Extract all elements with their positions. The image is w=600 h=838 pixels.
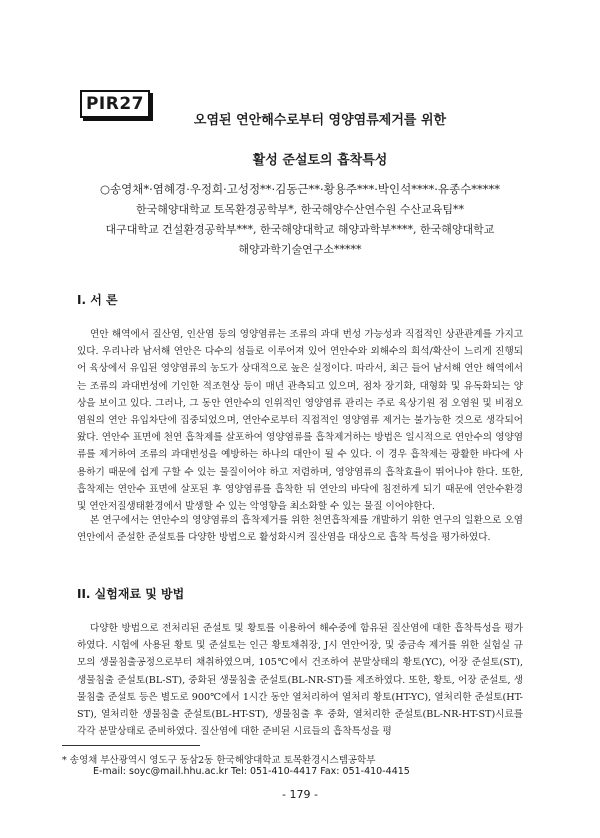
affiliation-line-3: 해양과학기술연구소*****: [238, 243, 362, 256]
introduction-paragraph-1: 연안 해역에서 질산염, 인산염 등의 영양염류는 조류의 과대 번성 가능성과 직접적인 상관관계를 가지고 있다. 우리나라 남서해 연안은 다수의 섬들로 이루어져 있어 연안수와 외해수의 희석/확산이 느리게 진행되어 육상에서 유입된 영양염류의 농도가 상대적으로 높은 실정이다. 따라서, 최근 들어 남서해 연안 해역에서는 조류의 과대번성에 기인한 적조현상 등이 매년 관측되고 있으며, 점차 장기화, 대형화 및 유독화되는 양상을 보이고 있다. 그러나, 그 동안 연안수의 인위적인 영양염류 관리는 주로 육상기원 점 오염원 및 비점오염원의 연안 유입차단에 집중되었으며, 연안수로부터 직접적인 영양염류 제거는 불가능한 것으로 생각되어 왔다. 연안수 표면에 천연 흡착제를 살포하여 영양염류를 흡착제거하는 방법은 일시적으로 연안수의 영양염류를 제거하여 조류의 과대번성을 예방하는 하나의 대안이 될 수 있다. 이 경우 흡착제는 광활한 바다에 사용하기 때문에 쉽게 구할 수 있는 물질이어야 하고 저렴하며, 영양염류의 흡착효율이 뛰어나야 한다. 또한, 흡착제는 연안수 표면에 살포된 후 영양염류를 흡착한 뒤 연안의 바닥에 침전하게 되기 때문에 연안수환경 및 연안저질생태환경에서 발생할 수 있는 악영향을 최소화할 수 있는 물질 이어야한다.: [77, 329, 523, 513]
paper-code-badge: PIR27: [80, 90, 150, 118]
page-number: - 179 -: [282, 788, 318, 801]
paper-title-line-1: 오염된 연안해수로부터 영양염류제거를 위한: [193, 113, 447, 128]
affiliation-line-1: 한국해양대학교 토목환경공학부*, 한국해양수산연수원 수산교육팀**: [135, 203, 464, 216]
author-list: ○송영채*·염혜경·우정희·고성정**·김동근**·황용주***·박인석****·유종수*****: [100, 182, 500, 196]
affiliation-line-2: 대구대학교 건설환경공학부***, 한국해양대학교 해양과학부****, 한국해양대학교: [105, 223, 495, 236]
section-heading-methods: II. 실험재료 및 방법: [77, 587, 185, 601]
methods-paragraph-1: 다양한 방법으로 전처리된 준설토 및 황토를 이용하여 해수중에 함유된 질산염에 대한 흡착특성을 평가하였다. 시험에 사용된 황토 및 준설토는 인근 황토채취장, J시 연안어장, 및 중금속 제거를 위한 실험실 규모의 생물침출공정으로부터 채취하였으며, 105℃에서 건조하여 분말상태의 황토(YC), 어장 준설토(ST), 생물침출 준설토(BL-ST), 중화된 생물침출 준설토(BL-NR-ST)를 제조하였다. 또한, 황토, 어장 준설토, 생물침출 준설토 등은 별도로 900℃에서 1시간 동안 열처리하여 열처리 황토(HT-YC), 열처리한 준설토(HT-ST), 열처리한 생물침출 준설토(BL-HT-ST), 생물침출 후 중화, 열처리한 준설토(BL-NR-HT-ST)시료를 각각 분말상태로 준비하였다. 질산염에 대한 준비된 시료들의 흡착특성을 평: [77, 623, 523, 738]
paper-title-line-2: 활성 준설토의 흡착특성: [252, 153, 388, 168]
footnote-contact: E-mail: soyc@mail.hhu.ac.kr Tel: 051-410-4417 Fax: 051-410-4415: [93, 766, 410, 777]
footnote-divider: [62, 745, 200, 746]
footnote-address: * 송영채 부산광역시 영도구 동삼2동 한국해양대학교 토목환경시스템공학부: [62, 755, 376, 766]
section-heading-introduction: I. 서 론: [77, 293, 118, 307]
introduction-paragraph-2: 본 연구에서는 연안수의 영양염류의 흡착제거를 위한 천연흡착제를 개발하기 위한 연구의 일환으로 오염연안에서 준설한 준설토를 다양한 방법으로 활성화시켜 질산염을 대상으로 흡착 특성을 평가하였다.: [77, 515, 523, 544]
